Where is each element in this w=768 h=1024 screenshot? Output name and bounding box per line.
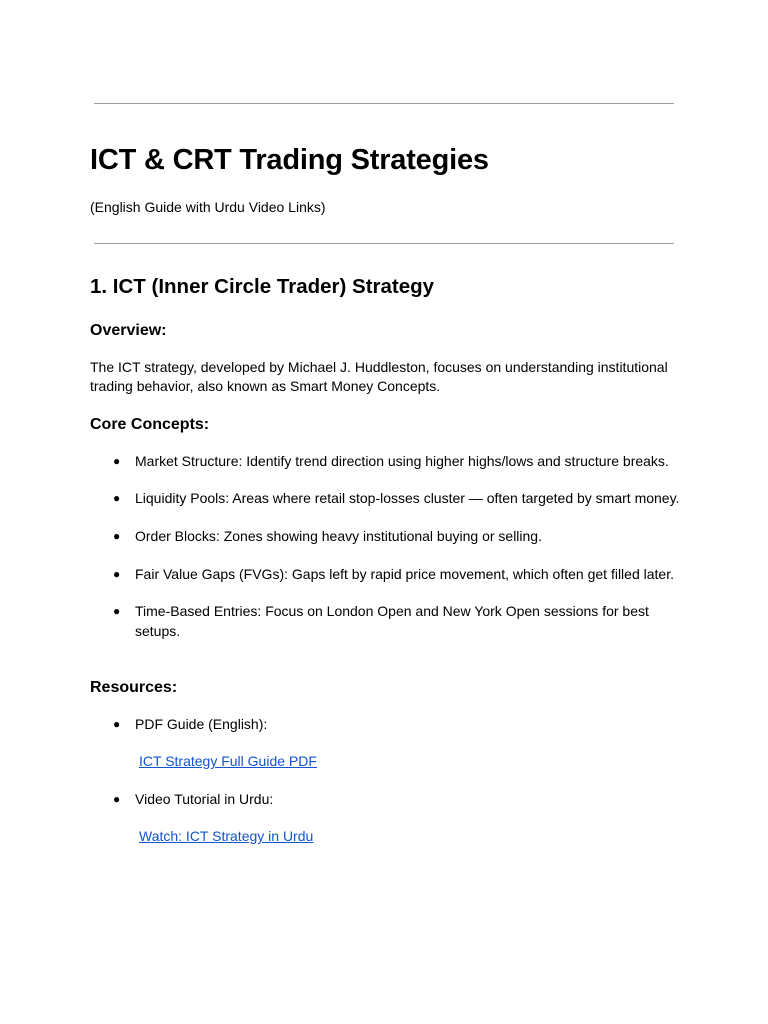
core-concept-text: Order Blocks: Zones showing heavy institutional buying or selling. (135, 528, 542, 544)
core-concept-text: Liquidity Pools: Areas where retail stop-losses cluster — often targeted by smart money. (135, 490, 680, 506)
core-concept-item (113, 488, 688, 508)
bullet-icon: ● (113, 717, 121, 731)
bullet-icon: ● (113, 567, 121, 581)
overview-heading: Overview: (90, 322, 167, 339)
horizontal-rule-top (94, 103, 674, 104)
urdu-video-link[interactable]: Watch: ICT Strategy in Urdu (139, 828, 314, 844)
core-concept-item (113, 564, 688, 584)
bullet-icon: ● (113, 792, 121, 806)
section-heading: 1. ICT (Inner Circle Trader) Strategy (90, 275, 435, 298)
overview-paragraph: The ICT strategy, developed by Michael J. Huddleston, focuses on understanding institutional trading behavior, also known as Smart Money Concepts. (90, 359, 668, 394)
resource-item-pdf (113, 714, 688, 734)
resource-label: PDF Guide (English): (135, 716, 268, 732)
bullet-icon: ● (113, 454, 121, 468)
core-concept-text: Market Structure: Identify trend direction using higher highs/lows and structure breaks. (135, 453, 669, 469)
bullet-icon: ● (113, 491, 121, 505)
bullet-icon: ● (113, 604, 121, 618)
core-concept-text: Fair Value Gaps (FVGs): Gaps left by rapid price movement, which often get filled later. (135, 566, 674, 582)
resources-heading: Resources: (90, 679, 178, 696)
core-concepts-heading: Core Concepts: (90, 416, 210, 433)
resource-label: Video Tutorial in Urdu: (135, 791, 274, 807)
document-subtitle: (English Guide with Urdu Video Links) (90, 199, 326, 215)
horizontal-rule-middle (94, 243, 674, 244)
core-concept-text: Time-Based Entries: Focus on London Open and New York Open sessions for best setups. (135, 603, 649, 639)
core-concept-item (113, 451, 688, 471)
core-concept-item (113, 601, 688, 641)
pdf-guide-link[interactable]: ICT Strategy Full Guide PDF (139, 753, 317, 769)
resource-item-video (113, 789, 688, 809)
document-title: ICT & CRT Trading Strategies (90, 144, 489, 176)
core-concept-item (113, 526, 688, 546)
bullet-icon: ● (113, 529, 121, 543)
